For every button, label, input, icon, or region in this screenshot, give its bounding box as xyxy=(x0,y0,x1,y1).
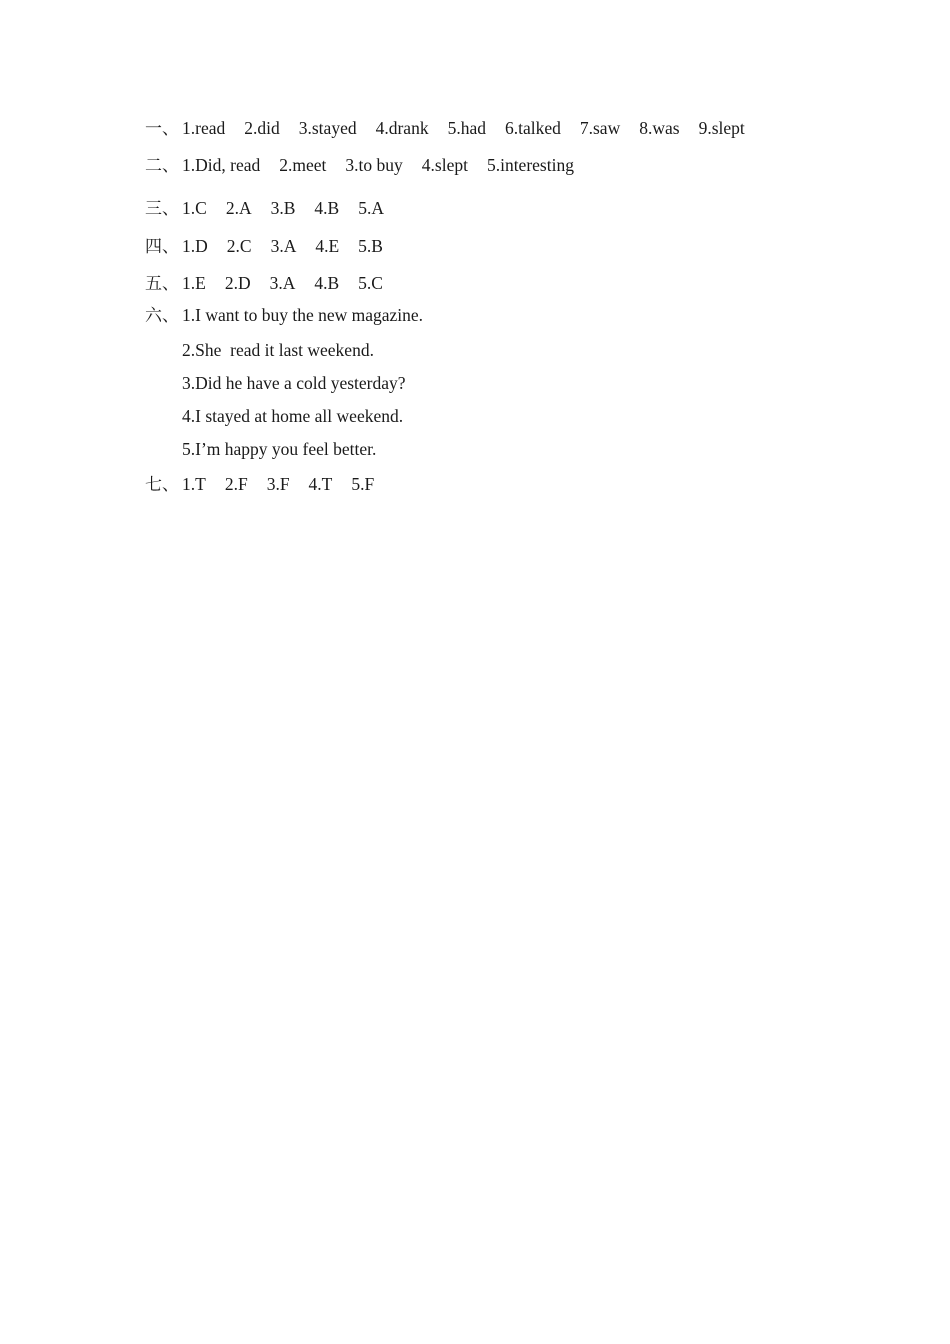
answer-item: 1.Did, read xyxy=(182,155,261,175)
answer-item: 4.T xyxy=(308,474,333,494)
answer-item: 3.A xyxy=(270,236,297,256)
answer-row-1 xyxy=(145,116,745,140)
answer-item: 9.slept xyxy=(698,118,745,138)
section-number: 六、 xyxy=(145,306,179,326)
section-number: 五、 xyxy=(145,274,179,294)
answer-row-7 xyxy=(145,472,374,496)
answer-item: 2.F xyxy=(224,474,248,494)
answer-item: 2.meet xyxy=(279,155,327,175)
section-number: 四、 xyxy=(145,237,179,257)
section-number: 一、 xyxy=(145,119,179,139)
answer-item: 7.saw xyxy=(579,118,621,138)
answer-row-5 xyxy=(145,271,383,295)
answer-item: 4.drank xyxy=(375,118,429,138)
answer-item: 5.B xyxy=(358,236,383,256)
answer-item: 4.E xyxy=(315,236,340,256)
answer-sentence: 5.I’m happy you feel better. xyxy=(182,439,377,459)
answer-item: 1.D xyxy=(182,236,208,256)
answer-sentence: 2.She read it last weekend. xyxy=(182,340,374,360)
answer-item: 5.F xyxy=(351,474,375,494)
answer-item: 4.B xyxy=(314,273,340,293)
answer-item: 1.C xyxy=(182,198,207,218)
answer-item: 5.C xyxy=(358,273,383,293)
section-number: 三、 xyxy=(145,199,179,219)
answer-item: 8.was xyxy=(639,118,680,138)
answer-item: 4.slept xyxy=(421,155,468,175)
answer-item: 2.A xyxy=(225,198,252,218)
answer-row-2 xyxy=(145,153,574,177)
answer-item: 1.read xyxy=(182,118,226,138)
answer-item: 1.T xyxy=(182,474,206,494)
section-number: 二、 xyxy=(145,156,179,176)
answer-item: 3.B xyxy=(270,198,296,218)
answer-item: 2.did xyxy=(244,118,280,138)
answer-item: 2.D xyxy=(224,273,251,293)
answer-item: 5.A xyxy=(358,198,384,218)
answer-item: 3.F xyxy=(266,474,290,494)
answer-item: 5.interesting xyxy=(486,155,574,175)
answer-row-4 xyxy=(145,234,383,258)
answer-item: 3.A xyxy=(269,273,296,293)
answer-item: 2.C xyxy=(226,236,252,256)
answer-item: 3.stayed xyxy=(298,118,357,138)
answer-item: 4.B xyxy=(314,198,340,218)
answer-row-6 xyxy=(145,303,423,327)
answer-item: 3.to buy xyxy=(345,155,403,175)
answer-item: 5.had xyxy=(447,118,486,138)
answer-sentence: 3.Did he have a cold yesterday? xyxy=(182,373,406,393)
answer-sentence: 1.I want to buy the new magazine. xyxy=(182,305,424,325)
answer-item: 1.E xyxy=(182,273,206,293)
answer-sentence: 4.I stayed at home all weekend. xyxy=(182,406,404,426)
answer-item: 6.talked xyxy=(504,118,561,138)
section-number: 七、 xyxy=(145,475,179,495)
answer-row-3 xyxy=(145,196,384,220)
